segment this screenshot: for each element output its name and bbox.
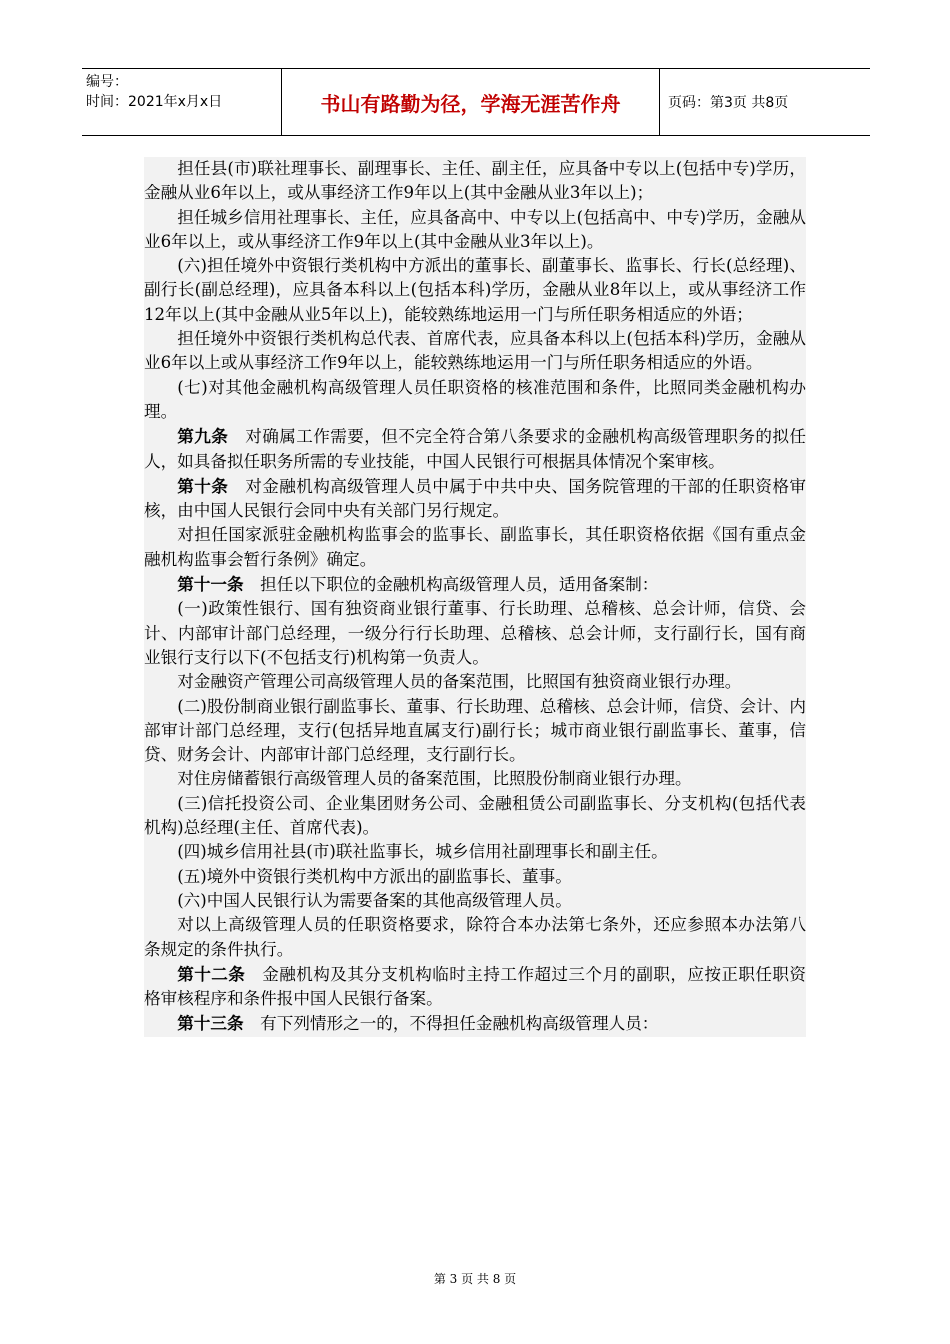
paragraph bbox=[144, 1011, 806, 1036]
document-number-label: 编号： bbox=[86, 74, 128, 90]
paragraph bbox=[144, 865, 806, 889]
header-motto: 书山有路勤为径，学海无涯苦作舟 bbox=[282, 69, 660, 135]
paragraph-text: 对以上高级管理人员的任职资格要求，除符合本办法第七条外，还应参照本办法第八条规定的条件执行。 bbox=[144, 915, 806, 959]
paragraph bbox=[144, 474, 806, 524]
document-date-label: 时间：2021年x月x日 bbox=[86, 94, 223, 110]
header-meta-cell bbox=[82, 69, 282, 135]
paragraph bbox=[144, 670, 806, 694]
paragraph-text: 担任以下职位的金融机构高级管理人员，适用备案制： bbox=[260, 575, 659, 595]
paragraph-text: 担任县(市)联社理事长、副理事长、主任、副主任，应具备中专以上(包括中专)学历，金融从业6年以上，或从事经济工作9年以上(其中金融从业3年以上)； bbox=[144, 159, 806, 203]
paragraph-text: 金融机构及其分支机构临时主持工作超过三个月的副职，应按正职任职资格审核程序和条件报中国人民银行备案。 bbox=[144, 964, 807, 1009]
paragraph-text: (三)信托投资公司、企业集团财务公司、金融租赁公司副监事长、分支机构(包括代表机构)总经理(主任、首席代表)。 bbox=[144, 793, 806, 838]
paragraph bbox=[144, 962, 806, 1012]
paragraph bbox=[144, 327, 806, 376]
paragraph bbox=[144, 913, 806, 962]
paragraph-text: 对住房储蓄银行高级管理人员的备案范围，比照股份制商业银行办理。 bbox=[177, 769, 692, 789]
article-heading: 第十二条 bbox=[177, 963, 246, 984]
article-heading: 第十一条 bbox=[177, 574, 244, 595]
paragraph bbox=[144, 376, 806, 425]
paragraph-text: (二)股份制商业银行副监事长、董事、行长助理、总稽核、总会计师，信贷、会计、内部审计部门总经理，支行(包括异地直属支行)副行长；城市商业银行副监事长、董事，信贷、财务会计、内部审计部门总经理，支行副行长。 bbox=[144, 696, 806, 765]
paragraph bbox=[144, 792, 806, 841]
page-footer: 第 3 页 共 8 页 bbox=[433, 1272, 517, 1286]
paragraph-text: (六)中国人民银行认为需要备案的其他高级管理人员。 bbox=[177, 890, 572, 910]
page-header bbox=[82, 68, 870, 136]
paragraph-text: (七)对其他金融机构高级管理人员任职资格的核准范围和条件，比照同类金融机构办理。 bbox=[144, 377, 806, 421]
paragraph bbox=[144, 157, 806, 206]
article-heading: 第十条 bbox=[177, 475, 229, 496]
paragraph bbox=[144, 767, 806, 791]
paragraph-text: 对担任国家派驻金融机构监事会的监事长、副监事长，其任职资格依据《国有重点金融机构监事会暂行条例》确定。 bbox=[144, 525, 806, 569]
paragraph bbox=[144, 572, 806, 597]
paragraph-text: 对确属工作需要，但不完全符合第八条要求的金融机构高级管理职务的拟任人，如具备拟任职务所需的专业技能，中国人民银行可根据具体情况个案审核。 bbox=[144, 427, 807, 471]
document-body bbox=[144, 157, 806, 1037]
paragraph-text: (一)政策性银行、国有独资商业银行董事、行长助理、总稽核、总会计师，信贷、会计、内部审计部门总经理，一级分行行长助理、总稽核、总会计师，支行副行长，国有商业银行支行以下(不包括支行)机构第一负责人。 bbox=[144, 599, 806, 667]
paragraph-text: (四)城乡信用社县(市)联社监事长，城乡信用社副理事长和副主任。 bbox=[177, 842, 668, 862]
paragraph bbox=[144, 206, 806, 255]
paragraph-text: (六)担任境外中资银行类机构中方派出的董事长、副董事长、监事长、行长(总经理)、副行长(副总经理)，应具备本科以上(包括本科)学历，金融从业8年以上，或从事经济工作12年以上(其中金融从业5年以上)，能较熟练地运用一门与所任职务相适应的外语； bbox=[144, 256, 806, 324]
paragraph-text: 担任城乡信用社理事长、主任，应具备高中、中专以上(包括高中、中专)学历，金融从业6年以上，或从事经济工作9年以上(其中金融从业3年以上)。 bbox=[144, 207, 806, 251]
paragraph bbox=[144, 523, 806, 572]
paragraph-text: 对金融资产管理公司高级管理人员的备案范围，比照国有独资商业银行办理。 bbox=[177, 672, 742, 692]
paragraph-text: 担任境外中资银行类机构总代表、首席代表，应具备本科以上(包括本科)学历，金融从业6年以上或从事经济工作9年以上，能较熟练地运用一门与所任职务相适应的外语。 bbox=[144, 329, 806, 373]
paragraph bbox=[144, 597, 806, 670]
paragraph bbox=[144, 254, 806, 327]
paragraph bbox=[144, 695, 806, 768]
paragraph bbox=[144, 424, 806, 474]
paragraph bbox=[144, 889, 806, 913]
article-heading: 第九条 bbox=[177, 426, 229, 447]
header-page-info: 页码：第3页 共8页 bbox=[668, 95, 789, 111]
paragraph-text: (五)境外中资银行类机构中方派出的副监事长、董事。 bbox=[177, 866, 572, 886]
paragraph-text: 对金融机构高级管理人员中属于中共中央、国务院管理的干部的任职资格审核，由中国人民银行会同中央有关部门另行规定。 bbox=[144, 476, 807, 521]
paragraph bbox=[144, 840, 806, 864]
paragraph-text: 有下列情形之一的，不得担任金融机构高级管理人员： bbox=[260, 1014, 659, 1034]
article-heading: 第十三条 bbox=[177, 1013, 244, 1034]
